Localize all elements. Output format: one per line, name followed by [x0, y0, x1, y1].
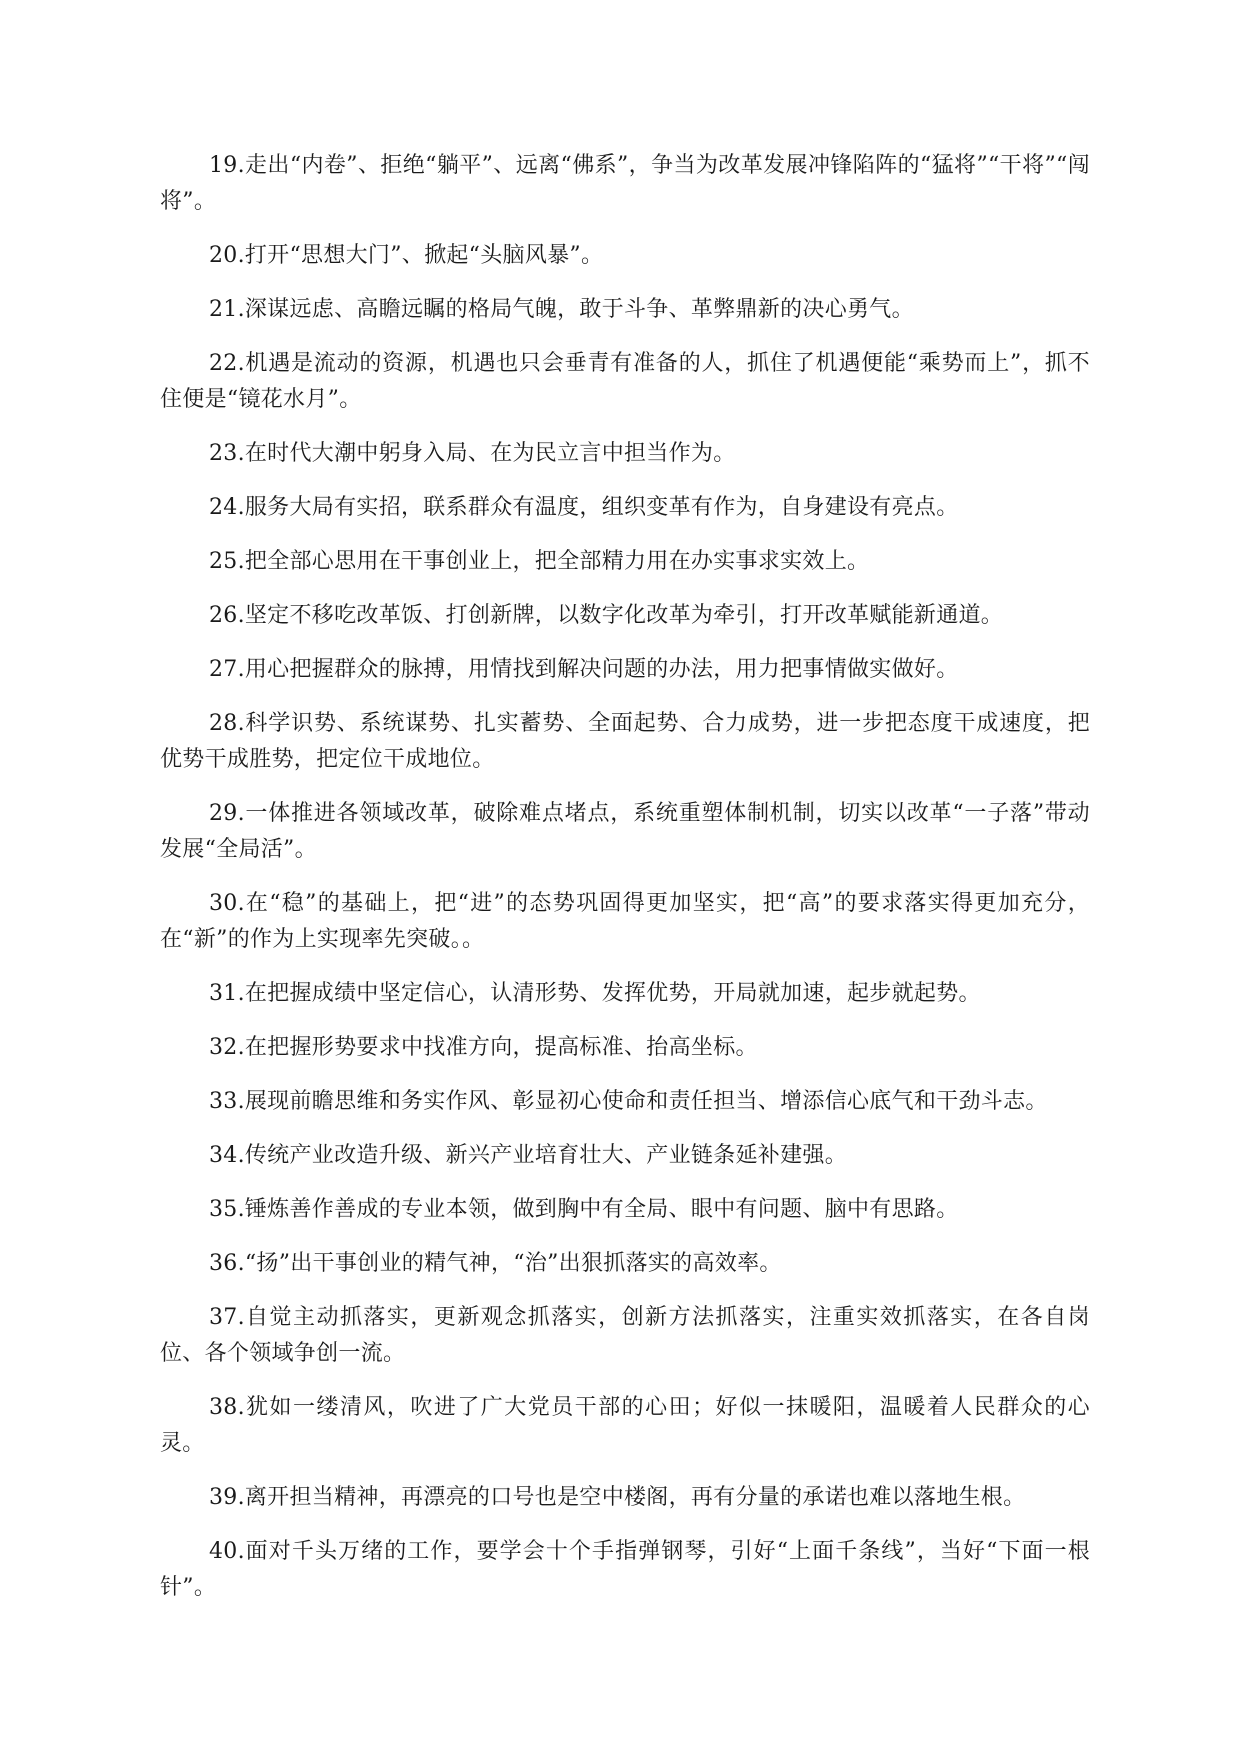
list-item: 24.服务大局有实招，联系群众有温度，组织变革有作为，自身建设有亮点。: [209, 495, 959, 520]
list-item: 28.科学识势、系统谋势、扎实蓄势、全面起势、合力成势，进一步把态度干成速度，把优势干成胜势，把定位干成地位。: [160, 711, 1090, 772]
list-item: 29.一体推进各领域改革，破除难点堵点，系统重塑体制机制，切实以改革“一子落”带动发展“全局活”。: [160, 801, 1090, 862]
list-item: 39.离开担当精神，再漂亮的口号也是空中楼阁，再有分量的承诺也难以落地生根。: [209, 1485, 1026, 1510]
list-item: 40.面对千头万绪的工作，要学会十个手指弹钢琴，引好“上面千条线”，当好“下面一根针”。: [160, 1539, 1090, 1600]
list-item: 26.坚定不移吃改革饭、打创新牌，以数字化改革为牵引，打开改革赋能新通道。: [209, 603, 1004, 628]
list-item: 36.“扬”出干事创业的精气神，“治”出狠抓落实的高效率。: [209, 1251, 782, 1276]
list-item: 22.机遇是流动的资源，机遇也只会垂青有准备的人，抓住了机遇便能“乘势而上”，抓不住便是“镜花水月”。: [160, 351, 1090, 412]
document-page: [160, 148, 1090, 1624]
list-item: 21.深谋远虑、高瞻远瞩的格局气魄，敢于斗争、革弊鼎新的决心勇气。: [209, 297, 914, 322]
list-item: 35.锤炼善作善成的专业本领，做到胸中有全局、眼中有问题、脑中有思路。: [209, 1197, 959, 1222]
list-item: 37.自觉主动抓落实，更新观念抓落实，创新方法抓落实，注重实效抓落实，在各自岗位、各个领域争创一流。: [160, 1305, 1090, 1366]
list-item: 30.在“稳”的基础上，把“进”的态势巩固得更加坚实，把“高”的要求落实得更加充分，在“新”的作为上实现率先突破。。: [160, 891, 1090, 952]
list-item: 23.在时代大潮中躬身入局、在为民立言中担当作为。: [209, 441, 736, 466]
list-item: 33.展现前瞻思维和务实作风、彰显初心使命和责任担当、增添信心底气和干劲斗志。: [209, 1089, 1048, 1114]
list-item: 34.传统产业改造升级、新兴产业培育壮大、产业链条延补建强。: [209, 1143, 847, 1168]
list-item: 20.打开“思想大门”、掀起“头脑风暴”。: [209, 243, 604, 268]
list-item: 19.走出“内卷”、拒绝“躺平”、远离“佛系”，争当为改革发展冲锋陷阵的“猛将”“干将”“闯将”。: [160, 153, 1090, 214]
list-item: 31.在把握成绩中坚定信心，认清形势、发挥优势，开局就加速，起步就起势。: [209, 981, 981, 1006]
list-item: 38.犹如一缕清风，吹进了广大党员干部的心田；好似一抹暖阳，温暖着人民群众的心灵。: [160, 1395, 1090, 1456]
list-item: 27.用心把握群众的脉搏，用情找到解决问题的办法，用力把事情做实做好。: [209, 657, 959, 682]
list-item: 32.在把握形势要求中找准方向，提高标准、抬高坐标。: [209, 1035, 758, 1060]
list-item: 25.把全部心思用在干事创业上，把全部精力用在办实事求实效上。: [209, 549, 870, 574]
